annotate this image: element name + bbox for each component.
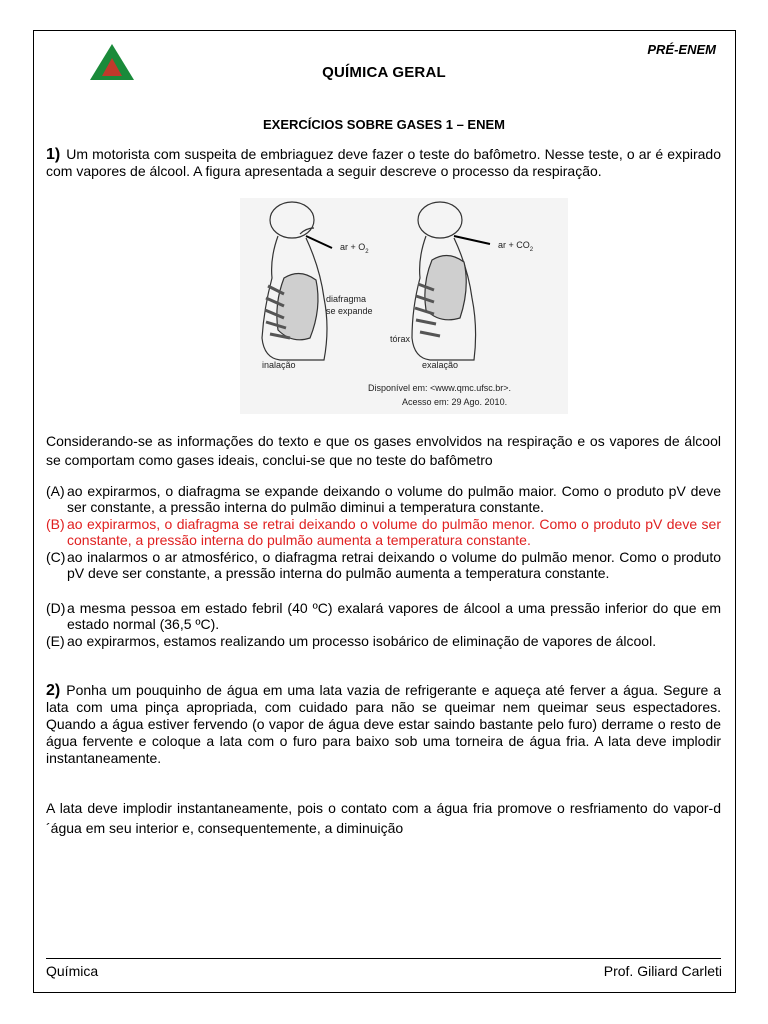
- option-letter: (C): [46, 549, 66, 565]
- option-letter: (D): [46, 600, 66, 616]
- label-torax: tórax: [390, 334, 411, 344]
- option-a[interactable]: [46, 483, 721, 515]
- option-e[interactable]: [46, 633, 721, 649]
- inhale-body-drawing: [262, 202, 327, 360]
- exhale-arrow: [454, 236, 490, 244]
- question-2-prompt: A lata deve implodir instantaneamente, pois o contato com a água fria promove o resfriamento do vapor-d´água em seu interior e, consequentemente, a diminuição: [46, 800, 721, 836]
- option-letter: (A): [46, 483, 65, 499]
- option-b-correct[interactable]: [46, 516, 721, 548]
- question-2-number: 2): [46, 682, 61, 699]
- label-air-o2: ar + $O_2$: [340, 242, 369, 255]
- option-text: ao expirarmos, o diafragma se retrai deixando o volume do pulmão menor. Como o produto pV deve ser constante, a pressão interna do pulmão aumenta a temperatura constante.: [67, 516, 721, 548]
- question-1-text: Um motorista com suspeita de embriaguez deve fazer o teste do bafômetro. Nesse teste, o ar é expirado com vapores de álcool. A figura apresentada a seguir descreve o processo da respiração.: [46, 146, 721, 179]
- footer-subject: Química: [46, 963, 99, 979]
- option-d[interactable]: [46, 600, 721, 632]
- label-air-co2: ar + $CO_2$: [498, 240, 534, 253]
- footer-divider: [46, 958, 721, 959]
- header-tag: PRÉ-ENEM: [647, 42, 716, 57]
- option-text: ao expirarmos, estamos realizando um processo isobárico de eliminação de vapores de álcool.: [67, 633, 657, 649]
- respiration-figure: [240, 198, 568, 414]
- question-2-statement: [46, 682, 721, 767]
- footer-author: Prof. Giliard Carleti: [603, 963, 722, 979]
- label-inhale: inalação: [262, 360, 296, 370]
- option-text: ao inalarmos o ar atmosférico, o diafragma retrai deixando o volume do pulmão menor. Como o produto pV deve ser constante, a pressão interna do pulmão aumenta a temperatura constante.: [67, 549, 721, 581]
- question-1-statement: [46, 146, 721, 180]
- page-title: QUÍMICA GERAL: [322, 64, 446, 81]
- page-subtitle: EXERCÍCIOS SOBRE GASES 1 – ENEM: [262, 117, 505, 132]
- figure-source-2: Acesso em: 29 Ago. 2010.: [402, 397, 508, 407]
- question-1-prompt: Considerando-se as informações do texto e que os gases envolvidos na respiração e os vapores de álcool se comportam como gases ideais, conclui-se que no teste do bafômetro: [46, 433, 721, 468]
- figure-source-1: Disponível em: <www.qmc.ufsc.br>.: [368, 383, 512, 393]
- question-1-number: 1): [46, 146, 61, 163]
- question-2-text: Ponha um pouquinho de água em uma lata vazia de refrigerante e aqueça até ferver a água. Segure a lata com uma pinça apropriada, com cuidado para não se queimar nem queimar seus espectadores. Quando a água estiver fervendo (o vapor de água deve estar saindo bastante pelo furo) derrame o resto de água fervente e coloque a lata com o furo para baixo sob uma torneira de água fria. A lata deve implodir instantaneamente.: [46, 682, 721, 766]
- label-diaphragm-2: se expande: [326, 306, 373, 316]
- option-letter: (B): [46, 516, 65, 532]
- option-letter: (E): [46, 633, 65, 649]
- label-exhale: exalação: [422, 360, 459, 370]
- label-diaphragm-1: diafragma: [326, 294, 367, 304]
- option-text: ao expirarmos, o diafragma se expande deixando o volume do pulmão maior. Como o produto pV deve ser constante, a pressão interna do pulmão diminui a temperatura constante.: [67, 483, 721, 515]
- option-text: a mesma pessoa em estado febril (40 ºC) exalará vapores de álcool a uma pressão inferior do que em estado normal (36,5 ºC).: [67, 600, 721, 632]
- exhale-body-drawing: [412, 202, 476, 360]
- option-c[interactable]: [46, 549, 721, 581]
